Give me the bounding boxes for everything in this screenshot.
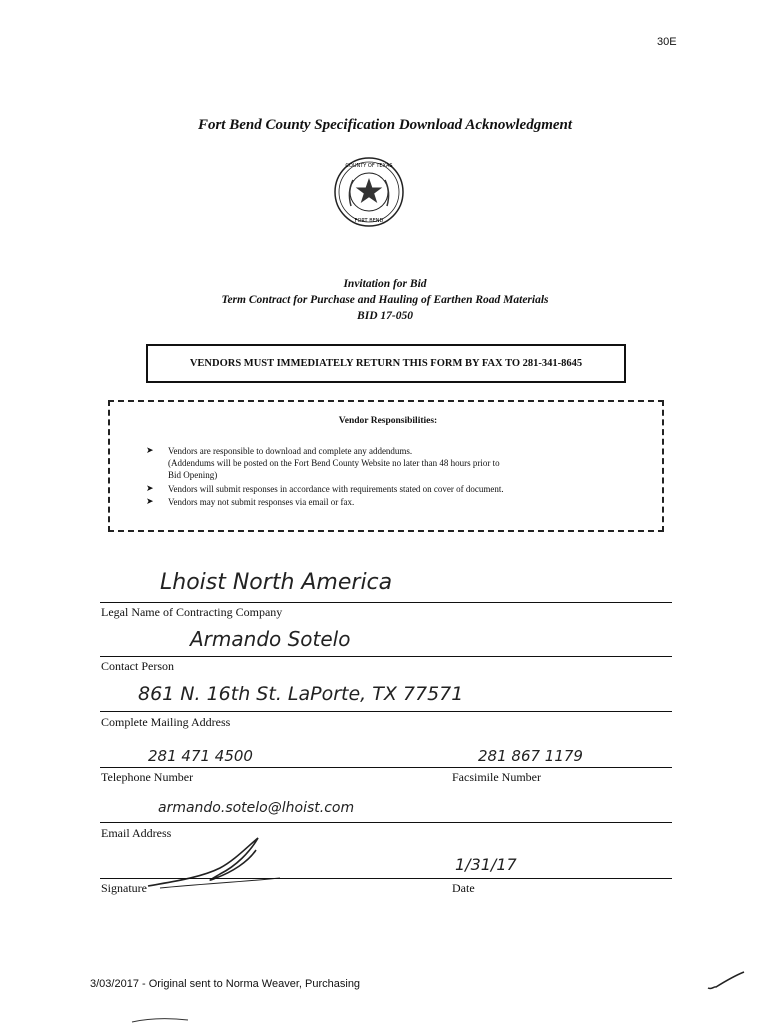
date-value[interactable]: 1/31/17 xyxy=(455,855,517,874)
telephone-label: Telephone Number xyxy=(101,770,194,784)
email-label: Email Address xyxy=(101,826,172,840)
responsibility-subnote-2: Bid Opening) xyxy=(168,470,218,480)
company-line xyxy=(100,602,672,603)
seal-top-text: COUNTY OF TEXAS xyxy=(345,163,393,169)
responsibilities-heading: Vendor Responsibilities: xyxy=(338,416,438,426)
phone-fax-line xyxy=(100,767,672,768)
footer-note: 3/03/2017 - Original sent to Norma Weaver, Purchasing xyxy=(90,978,361,990)
arrow-bullet-icon: ➤ xyxy=(146,483,154,493)
contact-person-value[interactable]: Armando Sotelo xyxy=(190,627,351,651)
signature-label: Signature xyxy=(101,881,147,895)
mailing-address-value[interactable]: 861 N. 16th St. LaPorte, TX 77571 xyxy=(138,683,464,705)
telephone-value[interactable]: 281 471 4500 xyxy=(148,747,253,765)
seal-bottom-text: FORT BEND xyxy=(354,218,384,224)
contact-label: Contact Person xyxy=(101,659,174,673)
arrow-bullet-icon: ➤ xyxy=(146,445,154,455)
signature-mark[interactable] xyxy=(140,832,290,892)
responsibility-item: Vendors will submit responses in accordance with requirements stated on cover of document. xyxy=(168,484,504,494)
checkmark-icon xyxy=(706,970,746,992)
page-number: 30E xyxy=(657,36,677,48)
fax-notice: VENDORS MUST IMMEDIATELY RETURN THIS FORM BY FAX TO 281-341-8645 xyxy=(146,344,626,383)
company-label: Legal Name of Contracting Company xyxy=(101,605,283,619)
facsimile-value[interactable]: 281 867 1179 xyxy=(478,747,583,765)
invitation-line-2: Term Contract for Purchase and Hauling of Earthen Road Materials xyxy=(221,294,549,306)
bid-number: BID 17-050 xyxy=(357,310,413,322)
page-title: Fort Bend County Specification Download Acknowledgment xyxy=(197,117,573,133)
vendor-responsibilities-box xyxy=(108,400,664,532)
signature-date-line xyxy=(100,878,672,879)
facsimile-label: Facsimile Number xyxy=(452,770,541,784)
date-label: Date xyxy=(452,881,475,895)
responsibility-item: Vendors may not submit responses via email or fax. xyxy=(168,497,355,507)
address-line xyxy=(100,711,672,712)
invitation-line-1: Invitation for Bid xyxy=(343,278,427,290)
email-value[interactable]: armando.sotelo@lhoist.com xyxy=(158,800,355,816)
scan-mark xyxy=(130,1016,190,1024)
address-label: Complete Mailing Address xyxy=(101,715,231,729)
arrow-bullet-icon: ➤ xyxy=(146,496,154,506)
email-line xyxy=(100,822,672,823)
responsibility-item: Vendors are responsible to download and complete any addendums. xyxy=(168,446,413,456)
company-name-value[interactable]: Lhoist North America xyxy=(160,570,393,595)
responsibility-subnote-1: (Addendums will be posted on the Fort Bend County Website no later than 48 hours prior to xyxy=(168,458,500,468)
contact-line xyxy=(100,656,672,657)
county-seal-icon xyxy=(333,156,405,228)
